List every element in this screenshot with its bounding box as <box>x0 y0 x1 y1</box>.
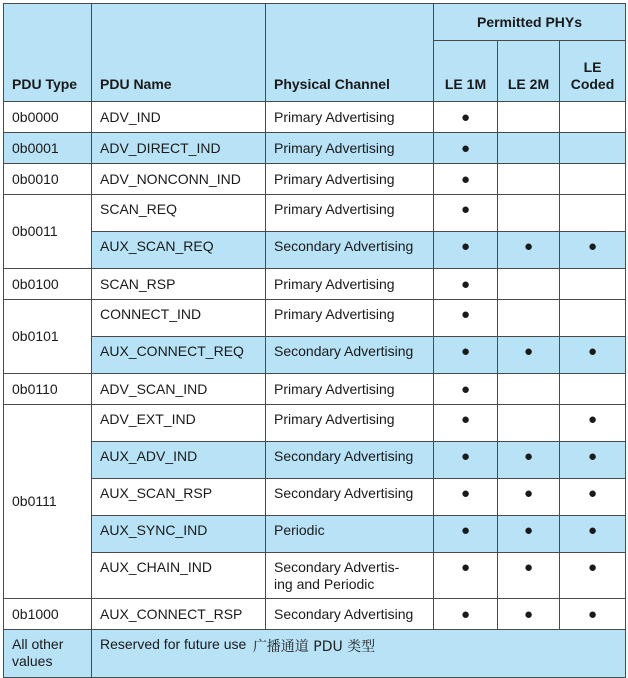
header-le-coded-line2: Coded <box>570 76 615 92</box>
le-2m-cell <box>498 269 560 300</box>
le-1m-cell: ● <box>434 102 498 133</box>
table-row <box>4 337 626 374</box>
header-pdu-name: PDU Name <box>92 4 266 102</box>
le-1m-cell: ● <box>434 300 498 337</box>
table-row <box>4 232 626 269</box>
le-1m-cell: ● <box>434 164 498 195</box>
table-row <box>4 374 626 405</box>
le-2m-cell: ● <box>498 599 560 630</box>
pdu-name-cell: CONNECT_IND <box>92 300 266 337</box>
table-row <box>4 164 626 195</box>
table-row <box>4 479 626 516</box>
pdu-name-cell: AUX_SYNC_IND <box>92 516 266 553</box>
le-coded-cell <box>560 164 626 195</box>
table-row <box>4 300 626 337</box>
le-1m-cell: ● <box>434 337 498 374</box>
pdu-type-cell: 0b0110 <box>4 374 92 405</box>
physical-channel-cell: Primary Advertising <box>266 164 434 195</box>
le-2m-cell: ● <box>498 337 560 374</box>
le-1m-cell: ● <box>434 479 498 516</box>
pdu-name-cell: ADV_NONCONN_IND <box>92 164 266 195</box>
pdu-name-cell: AUX_SCAN_RSP <box>92 479 266 516</box>
le-1m-cell: ● <box>434 516 498 553</box>
physical-channel-cell: Secondary Advertising <box>266 442 434 479</box>
le-1m-cell: ● <box>434 232 498 269</box>
le-1m-cell: ● <box>434 195 498 232</box>
le-2m-cell: ● <box>498 232 560 269</box>
le-1m-cell: ● <box>434 269 498 300</box>
le-2m-cell <box>498 102 560 133</box>
physical-channel-cell: Primary Advertising <box>266 269 434 300</box>
le-1m-cell: ● <box>434 405 498 442</box>
reserved-text-cell: Reserved for future use <box>92 630 626 678</box>
le-coded-cell: ● <box>560 479 626 516</box>
table-row <box>4 442 626 479</box>
pdu-type-cell: 0b0001 <box>4 133 92 164</box>
le-1m-cell: ● <box>434 553 498 599</box>
le-2m-cell <box>498 133 560 164</box>
table-row <box>4 599 626 630</box>
pdu-name-cell: ADV_SCAN_IND <box>92 374 266 405</box>
table-header <box>4 4 626 102</box>
pdu-name-cell: AUX_CONNECT_REQ <box>92 337 266 374</box>
pdu-name-cell: AUX_CHAIN_IND <box>92 553 266 599</box>
header-le-1m: LE 1M <box>434 41 498 102</box>
physical-channel-cell: Secondary Advertis- ing and Periodic <box>266 553 434 599</box>
le-coded-cell: ● <box>560 337 626 374</box>
le-coded-cell: ● <box>560 232 626 269</box>
pdu-name-cell: ADV_EXT_IND <box>92 405 266 442</box>
le-2m-cell <box>498 300 560 337</box>
le-coded-cell: ● <box>560 442 626 479</box>
le-coded-cell: ● <box>560 516 626 553</box>
le-2m-cell <box>498 405 560 442</box>
header-le-coded-line1: LE <box>583 59 602 75</box>
le-1m-cell: ● <box>434 133 498 164</box>
table-body <box>4 102 626 678</box>
pdu-name-cell: ADV_IND <box>92 102 266 133</box>
le-2m-cell <box>498 195 560 232</box>
table-row <box>4 516 626 553</box>
pdu-type-cell: All other values <box>4 630 92 678</box>
physical-channel-cell: Primary Advertising <box>266 374 434 405</box>
physical-channel-cell: Secondary Advertising <box>266 479 434 516</box>
pdu-name-cell: SCAN_REQ <box>92 195 266 232</box>
le-2m-cell: ● <box>498 553 560 599</box>
le-1m-cell: ● <box>434 374 498 405</box>
le-2m-cell <box>498 164 560 195</box>
pdu-name-cell: AUX_ADV_IND <box>92 442 266 479</box>
pdu-name-cell: ADV_DIRECT_IND <box>92 133 266 164</box>
table-caption: 广播通道 PDU 类型 <box>252 639 376 655</box>
table-row <box>4 405 626 442</box>
pdu-type-cell: 0b0011 <box>4 195 92 269</box>
header-le-coded <box>560 41 626 102</box>
physical-channel-cell: Secondary Advertising <box>266 599 434 630</box>
le-coded-cell: ● <box>560 405 626 442</box>
le-2m-cell <box>498 374 560 405</box>
table-row <box>4 269 626 300</box>
le-coded-cell <box>560 269 626 300</box>
le-2m-cell: ● <box>498 479 560 516</box>
table-row <box>4 195 626 232</box>
le-coded-cell <box>560 300 626 337</box>
physical-channel-cell: Primary Advertising <box>266 300 434 337</box>
le-coded-cell: ● <box>560 599 626 630</box>
header-le-2m: LE 2M <box>498 41 560 102</box>
physical-channel-cell: Primary Advertising <box>266 102 434 133</box>
le-1m-cell: ● <box>434 442 498 479</box>
header-pdu-type: PDU Type <box>4 4 92 102</box>
le-coded-cell <box>560 195 626 232</box>
physical-channel-cell: Primary Advertising <box>266 405 434 442</box>
pdu-name-cell: AUX_SCAN_REQ <box>92 232 266 269</box>
le-coded-cell: ● <box>560 553 626 599</box>
le-coded-cell <box>560 133 626 164</box>
le-coded-cell <box>560 102 626 133</box>
physical-channel-cell: Primary Advertising <box>266 133 434 164</box>
table-row <box>4 102 626 133</box>
le-2m-cell: ● <box>498 516 560 553</box>
le-2m-cell: ● <box>498 442 560 479</box>
pdu-type-cell: 0b0010 <box>4 164 92 195</box>
pdu-type-cell: 0b0111 <box>4 405 92 599</box>
table-row <box>4 553 626 599</box>
header-permitted-phys: Permitted PHYs <box>434 4 626 41</box>
physical-channel-cell: Primary Advertising <box>266 195 434 232</box>
le-coded-cell <box>560 374 626 405</box>
pdu-type-cell: 0b0101 <box>4 300 92 374</box>
physical-channel-cell: Secondary Advertising <box>266 337 434 374</box>
pdu-type-cell: 0b0000 <box>4 102 92 133</box>
header-physical-channel: Physical Channel <box>266 4 434 102</box>
pdu-type-table <box>3 3 626 678</box>
pdu-type-cell: 0b1000 <box>4 599 92 630</box>
pdu-name-cell: AUX_CONNECT_RSP <box>92 599 266 630</box>
pdu-type-cell: 0b0100 <box>4 269 92 300</box>
physical-channel-cell: Periodic <box>266 516 434 553</box>
physical-channel-cell: Secondary Advertising <box>266 232 434 269</box>
le-1m-cell: ● <box>434 599 498 630</box>
pdu-name-cell: SCAN_RSP <box>92 269 266 300</box>
table-row <box>4 133 626 164</box>
